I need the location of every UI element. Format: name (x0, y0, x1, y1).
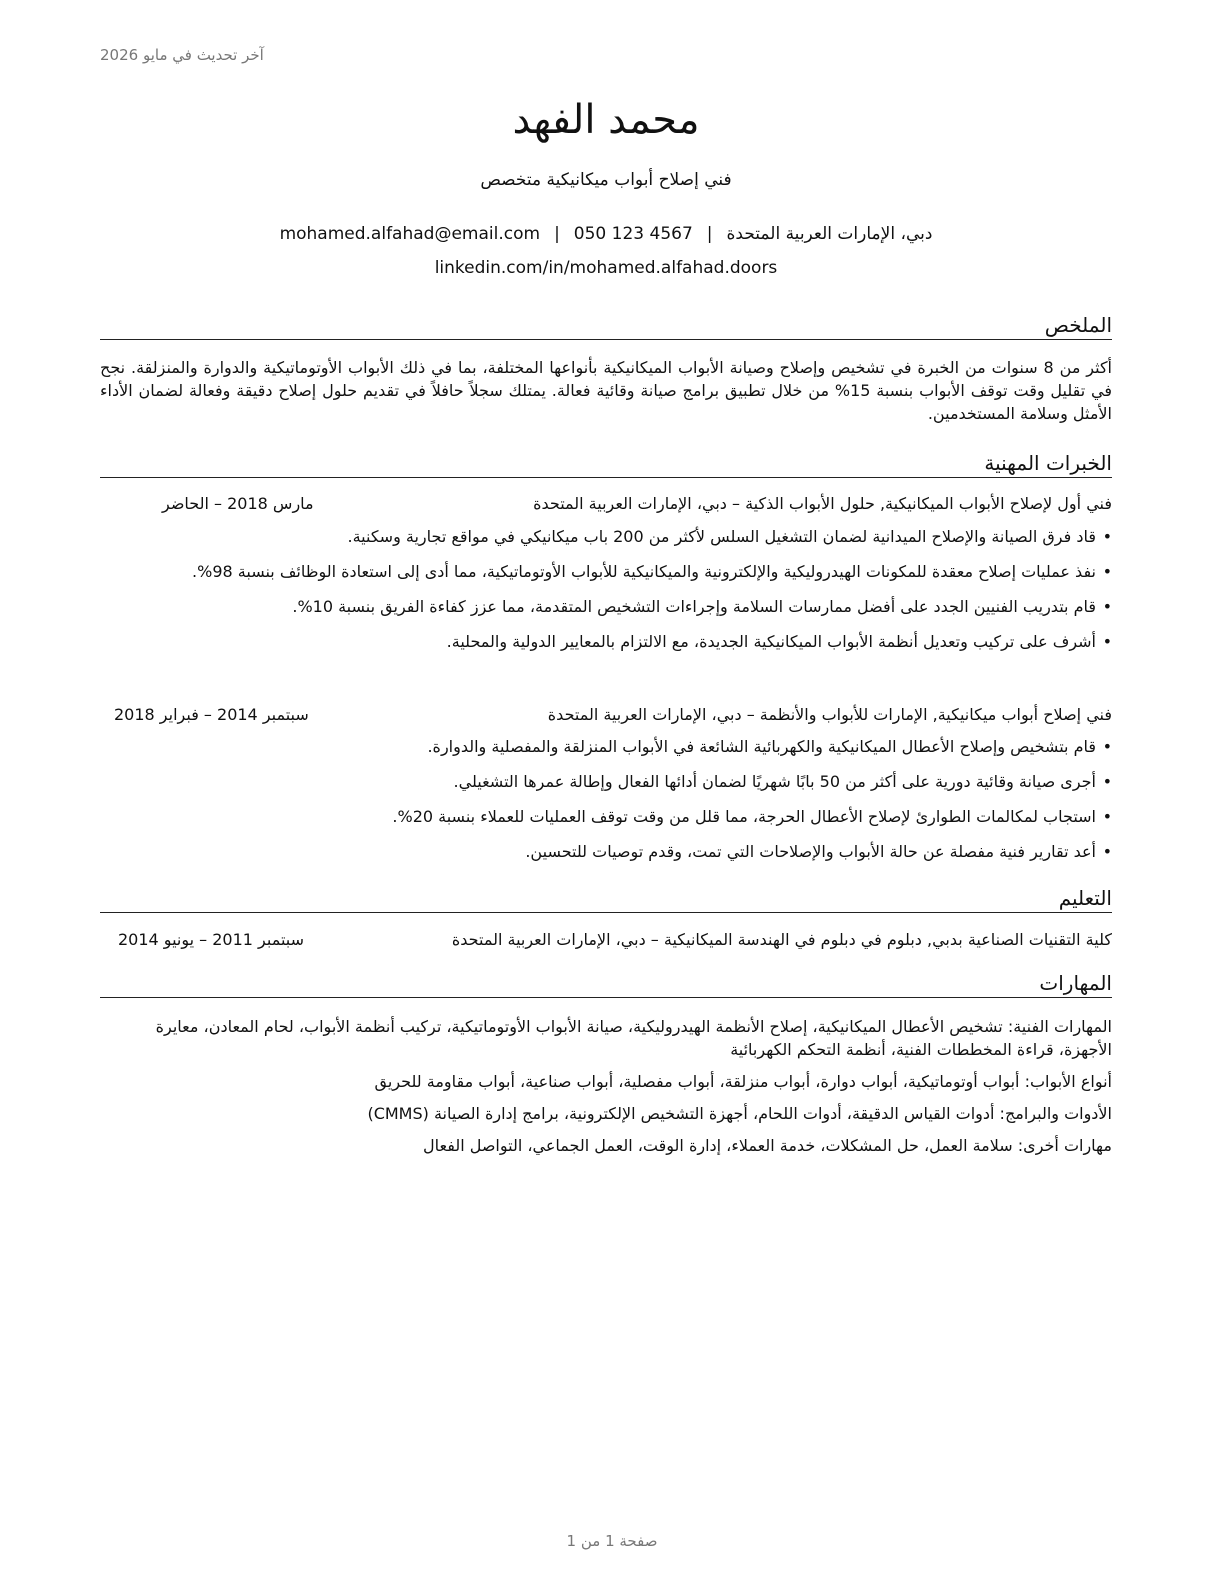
job-bullets (100, 735, 1112, 875)
contact-separator: | (706, 224, 713, 244)
skills-row: مهارات أخرى: سلامة العمل، حل المشكلات، خدمة العملاء، إدارة الوقت، العمل الجماعي، التواصل الفعال (423, 1136, 1112, 1155)
job-bullet: • أعد تقارير فنية مفصلة عن حالة الأبواب والإصلاحات التي تمت، وقدم توصيات للتحسين. (525, 842, 1112, 861)
job-title: فني إصلاح أبواب ميكانيكية, الإمارات للأبواب والأنظمة – دبي، الإمارات العربية المتحدة (547, 705, 1112, 724)
job-bullet: • نفذ عمليات إصلاح معقدة للمكونات الهيدروليكية والإلكترونية والميكانيكية للأبواب الأوتوماتيكية، مما أدى إلى استعادة الوظائف بنسبة 98%. (192, 562, 1112, 581)
bullet-dot: • (1102, 632, 1112, 651)
contact-line (100, 224, 1112, 244)
bullet-dot: • (1102, 772, 1112, 791)
education-dates: سبتمبر 2011 – يونيو 2014 (118, 930, 305, 949)
job-bullet: • قام بتشخيص وإصلاح الأعطال الميكانيكية والكهربائية الشائعة في الأبواب المنزلقة والمفصلية والدوارة. (427, 737, 1112, 756)
bullet-dot: • (1102, 807, 1112, 826)
job-bullet: • استجاب لمكالمات الطوارئ لإصلاح الأعطال الحرجة، مما قلل من وقت توقف العمليات للعملاء بنسبة 20%. (392, 807, 1112, 826)
section-title-education: التعليم (100, 885, 1112, 913)
bullet-dot: • (1102, 737, 1112, 756)
bullet-dot: • (1102, 562, 1112, 581)
resume-page (100, 0, 1112, 1584)
skills-row: الأدوات والبرامج: أدوات القياس الدقيقة، أدوات اللحام، أجهزة التشخيص الإلكترونية، برامج إدارة الصيانة (CMMS) (367, 1104, 1112, 1123)
last-updated-text: آخر تحديث في مايو 2026 (100, 46, 264, 64)
skills-row: المهارات الفنية: تشخيص الأعطال الميكانيكية، إصلاح الأنظمة الهيدروليكية، صيانة الأبواب الأوتوماتيكية، تركيب أنظمة الأبواب، لحام المعادن، معايرة الأجهزة، قراءة المخططات الفنية، أنظمة التحكم الكهربائية (155, 1017, 1112, 1059)
bullet-dot: • (1102, 597, 1112, 616)
linkedin-link[interactable]: linkedin.com/in/mohamed.alfahad.doors (434, 258, 778, 278)
job-dates: مارس 2018 – الحاضر (162, 494, 314, 513)
email-link[interactable]: mohamed.alfahad@email.com (279, 224, 541, 244)
section-title-summary: الملخص (100, 312, 1112, 340)
phone-text: 050 123 4567 (573, 224, 693, 244)
section-title-skills: المهارات (100, 970, 1112, 998)
skills-list (100, 1015, 1112, 1166)
job-dates: سبتمبر 2014 – فبراير 2018 (114, 705, 309, 724)
job-bullet: • قاد فرق الصيانة والإصلاح الميدانية لضمان التشغيل السلس لأكثر من 200 باب ميكانيكي في مواقع تجارية وسكنية. (347, 527, 1112, 546)
location-text: دبي، الإمارات العربية المتحدة (726, 224, 933, 244)
job-bullet: • أشرف على تركيب وتعديل أنظمة الأبواب الميكانيكية الجديدة، مع الالتزام بالمعايير الدولية والمحلية. (446, 632, 1112, 651)
education-degree: كلية التقنيات الصناعية بدبي, دبلوم في دبلوم في الهندسة الميكانيكية – دبي، الإمارات العربية المتحدة (451, 930, 1112, 949)
page-number: صفحة 1 من 1 (566, 1532, 658, 1550)
job-subtitle: فني إصلاح أبواب ميكانيكية متخصص (480, 170, 732, 190)
contact-separator: | (554, 224, 560, 244)
job-title: فني أول لإصلاح الأبواب الميكانيكية, حلول الأبواب الذكية – دبي، الإمارات العربية المتحدة (533, 494, 1112, 513)
job-bullet: • قام بتدريب الفنيين الجدد على أفضل ممارسات السلامة وإجراءات التشخيص المتقدمة، مما عزز كفاءة الفريق بنسبة 10%. (292, 597, 1112, 616)
candidate-name: محمد الفهد (512, 97, 700, 143)
job-bullets (100, 525, 1112, 665)
summary-text: أكثر من 8 سنوات من الخبرة في تشخيص وإصلاح وصيانة الأبواب الميكانيكية بأنواعها المختلفة، بما في ذلك الأبواب الأوتوماتيكية والدوارة والمنزلقة. نجح في تقليل وقت توقف الأبواب بنسبة 15% من خلال تطبيق برامج صيانة وقائية فعالة. يمتلك سجلاً حافلاً في تقديم حلول إصلاح دقيقة وفعالة لضمان الأداء الأمثل وسلامة المستخدمين. (100, 358, 1113, 423)
bullet-dot: • (1102, 527, 1112, 546)
skills-row: أنواع الأبواب: أبواب أوتوماتيكية، أبواب دوارة، أبواب منزلقة، أبواب مفصلية، أبواب صناعية، أبواب مقاومة للحريق (374, 1072, 1112, 1091)
bullet-dot: • (1102, 842, 1112, 861)
job-bullet: • أجرى صيانة وقائية دورية على أكثر من 50 بابًا شهريًا لضمان أدائها الفعال وإطالة عمرها التشغيلي. (453, 772, 1112, 791)
section-title-experience: الخبرات المهنية (100, 450, 1112, 478)
